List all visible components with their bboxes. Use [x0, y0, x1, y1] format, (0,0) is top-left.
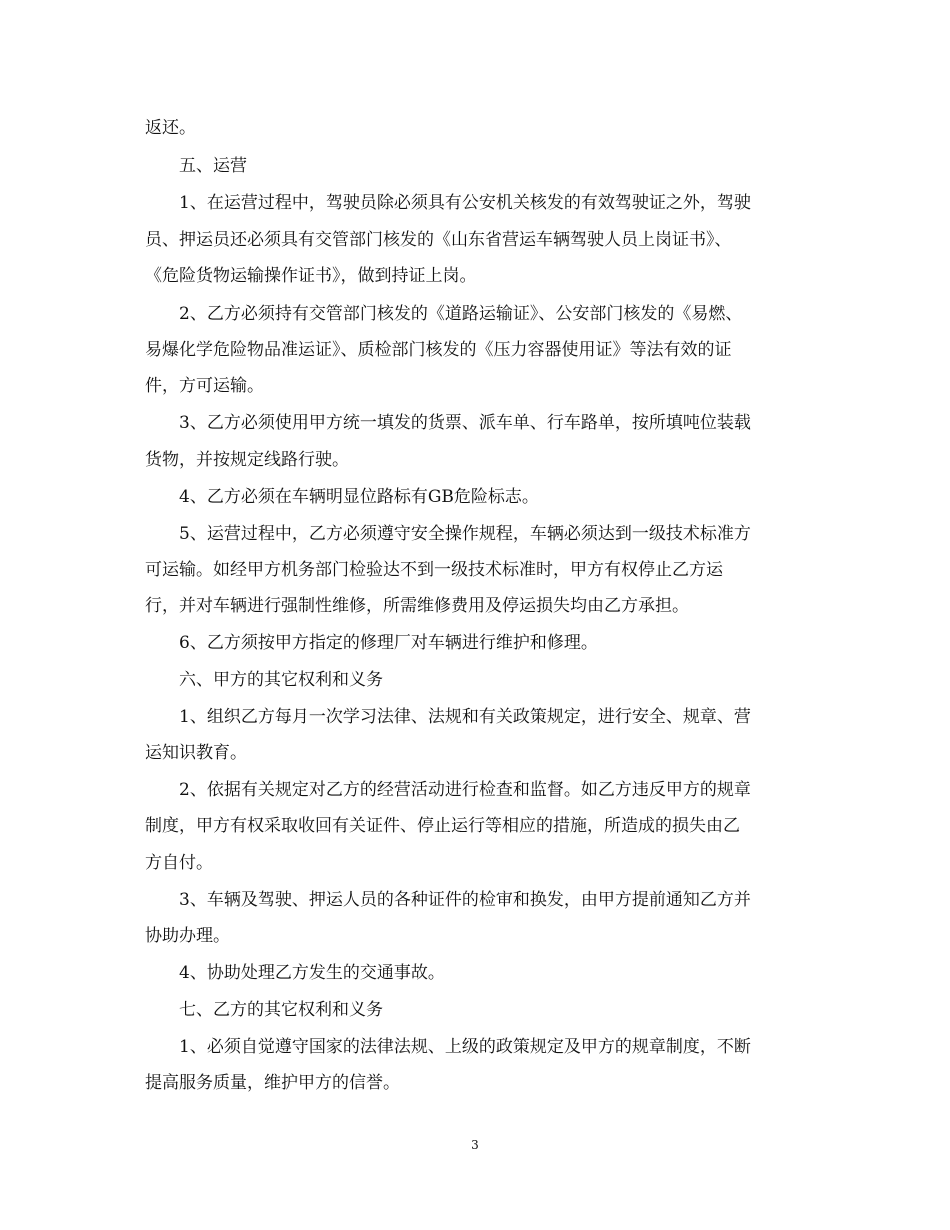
- text-line: 1、组织乙方每月一次学习法律、法规和有关政策规定，进行安全、规章、营: [179, 707, 751, 727]
- text-line: 返还。: [145, 118, 196, 138]
- text-line: 1、必须自觉遵守国家的法律法规、上级的政策规定及甲方的规章制度，不断: [179, 1037, 751, 1057]
- text-line: 货物，并按规定线路行驶。: [145, 450, 349, 470]
- text-line: 行，并对车辆进行强制性维修，所需维修费用及停运损失均由乙方承担。: [145, 596, 689, 616]
- text-line: 方自付。: [145, 853, 213, 873]
- text-line: 协助办理。: [145, 926, 230, 946]
- text-line: 员、押运员还必须具有交管部门核发的《山东省营运车辆驾驶人员上岗证书》、: [145, 230, 732, 250]
- text-line: 5、运营过程中，乙方必须遵守安全操作规程，车辆必须达到一级技术标准方: [179, 524, 751, 544]
- text-line: 3、乙方必须使用甲方统一填发的货票、派车单、行车路单，按所填吨位装载: [179, 413, 751, 433]
- text-line: 可运输。如经甲方机务部门检验达不到一级技术标准时，甲方有权停止乙方运: [145, 560, 723, 580]
- text-line: 2、依据有关规定对乙方的经营活动进行检查和监督。如乙方违反甲方的规章: [179, 780, 751, 800]
- section-heading: 五、运营: [179, 156, 247, 176]
- text-line: 4、乙方必须在车辆明显位路标有GB危险标志。: [179, 487, 539, 507]
- text-line: 制度，甲方有权采取收回有关证件、停止运行等相应的措施，所造成的损失由乙: [145, 816, 740, 836]
- text-line: 提高服务质量，维护甲方的信誉。: [145, 1073, 400, 1093]
- text-line: 1、在运营过程中，驾驶员除必须具有公安机关核发的有效驾驶证之外，驾驶: [179, 193, 751, 213]
- page-number: 3: [471, 1138, 479, 1152]
- text-line: 2、乙方必须持有交管部门核发的《道路运输证》、公安部门核发的《易燃、: [179, 304, 743, 324]
- text-line: 《危险货物运输操作证书》，做到持证上岗。: [145, 266, 477, 286]
- text-line: 4、协助处理乙方发生的交通事故。: [179, 963, 445, 983]
- text-line: 3、车辆及驾驶、押运人员的各种证件的检审和换发，由甲方提前通知乙方并: [179, 890, 751, 910]
- text-line: 运知识教育。: [145, 743, 247, 763]
- text-line: 件，方可运输。: [145, 376, 264, 396]
- section-heading: 七、乙方的其它权利和义务: [179, 1000, 383, 1020]
- text-line: 6、乙方须按甲方指定的修理厂对车辆进行维护和修理。: [179, 633, 598, 653]
- text-line: 易爆化学危险物品准运证》、质检部门核发的《压力容器使用证》等法有效的证: [145, 340, 732, 360]
- section-heading: 六、甲方的其它权利和义务: [179, 670, 383, 690]
